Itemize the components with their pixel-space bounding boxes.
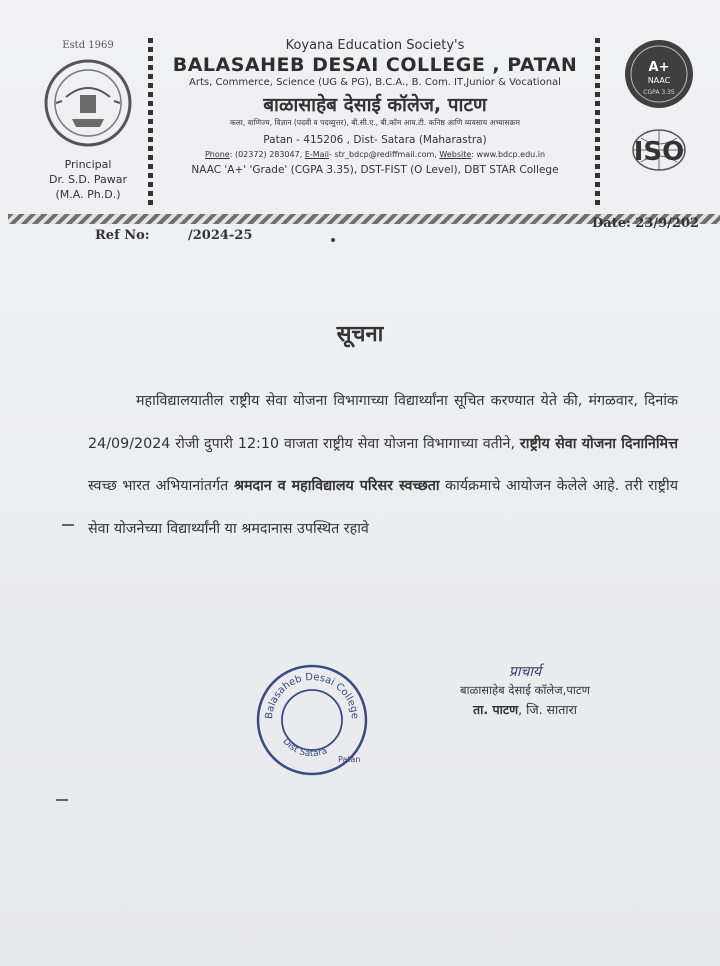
phone-label: Phone: [204, 150, 230, 159]
body-text-part3: कार्यक्रमाचे आयोजन केलेले आहे. तरी राष्ट्रीय सेवा योजनेच्या विद्यार्थ्यांनी या श्रमदानास उपस्थित रहावे: [88, 478, 678, 537]
divider-left: [148, 38, 153, 208]
courses-offered: Arts, Commerce, Science (UG & PG), B.C.A., B. Com. IT,Junior & Vocational: [189, 77, 561, 88]
signatory-college: बाळासाहेब देसाई कॉलेज,पाटण: [460, 683, 590, 697]
ref-label: Ref No:: [95, 228, 150, 243]
website-label: Website: [439, 150, 472, 159]
margin-mark: [56, 799, 68, 801]
iso-label: ISO: [633, 137, 685, 167]
college-address: Patan - 415206 , Dist- Satara (Maharastra): [263, 134, 487, 146]
margin-mark: [62, 524, 74, 526]
notice-heading: सूचना: [336, 322, 384, 347]
letterhead-left: [28, 40, 148, 202]
signatory-taluka: ता. पाटण: [473, 702, 519, 717]
principal-label: Principal: [64, 158, 112, 171]
letterhead-center: [160, 38, 590, 176]
letter-date: Date: 23/9/202: [592, 216, 700, 231]
signatory-district: , जि. सातारा: [518, 702, 577, 717]
email-address: - str_bdcp@rediffmail.com,: [329, 150, 437, 159]
stamp-ring-text: Balasaheb Desai College: [263, 671, 361, 720]
notice-body: [88, 380, 678, 550]
signatory-designation: प्राचार्य: [508, 664, 542, 680]
naac-badge-icon: [623, 38, 695, 110]
body-bold-nss-day: राष्ट्रीय सेवा योजना दिनानिमित्त: [519, 435, 678, 452]
stamp-right-text: Patan: [338, 755, 361, 764]
principal-qualifications: (M.A. Ph.D.): [55, 188, 121, 201]
divider-right: [595, 38, 600, 208]
principal-name: Dr. S.D. Pawar: [48, 173, 128, 186]
college-name: BALASAHEB DESAI COLLEGE , PATAN: [172, 54, 578, 76]
phone-number: : (02372) 283047,: [229, 150, 303, 159]
naac-label: NAAC: [647, 76, 671, 85]
established-year: Estd 1969: [62, 40, 114, 51]
society-name: Koyana Education Society's: [285, 38, 465, 53]
body-bold-shramdan: श्रमदान व महाविद्यालय परिसर स्वच्छता: [233, 478, 440, 494]
college-name-marathi: बाळासाहेब देसाई कॉलेज, पाटण: [263, 94, 487, 116]
naac-grade: A+: [648, 60, 670, 75]
ink-dot: [331, 238, 335, 242]
body-text-part2: स्वच्छ भारत अभियानांतर्गत: [88, 478, 234, 494]
email-label: E-Mail: [304, 150, 330, 159]
college-logo-icon: [42, 57, 134, 149]
letterhead-right: [615, 38, 715, 194]
naac-cgpa: CGPA 3.35: [643, 89, 675, 96]
courses-offered-marathi: कला, वाणिज्य, विज्ञान (पदवी व पदव्युत्तर), बी.सी.ए., बी.कॉम आय.टी. कनिष्ठ आणि व्यवसाय अभ्यासक्रम: [230, 118, 520, 127]
body-text-part1: महाविद्यालयातील राष्ट्रीय सेवा योजना विभागाच्या विद्यार्थ्यांना सूचित करण्यात येते की, मंगळवार, दिनांक 24/09/2024 रोजी दुपारी 12:10 वाजता राष्ट्रीय सेवा योजना विभागाच्या वतीने,: [88, 393, 678, 452]
accreditation-line: NAAC 'A+' 'Grade' (CGPA 3.35), DST-FIST (O Level), DBT STAR College: [191, 164, 559, 176]
stamp-bottom-text: Dist Satara: [280, 736, 329, 760]
contact-line: [160, 150, 590, 159]
iso-badge-icon: [619, 120, 699, 190]
svg-text:Dist Satara: [280, 737, 328, 760]
signature-block: [440, 662, 610, 718]
ref-number: /2024-25: [188, 228, 253, 243]
website-url: : www.bdcp.edu.in: [471, 150, 546, 159]
college-stamp-icon: [254, 662, 370, 778]
